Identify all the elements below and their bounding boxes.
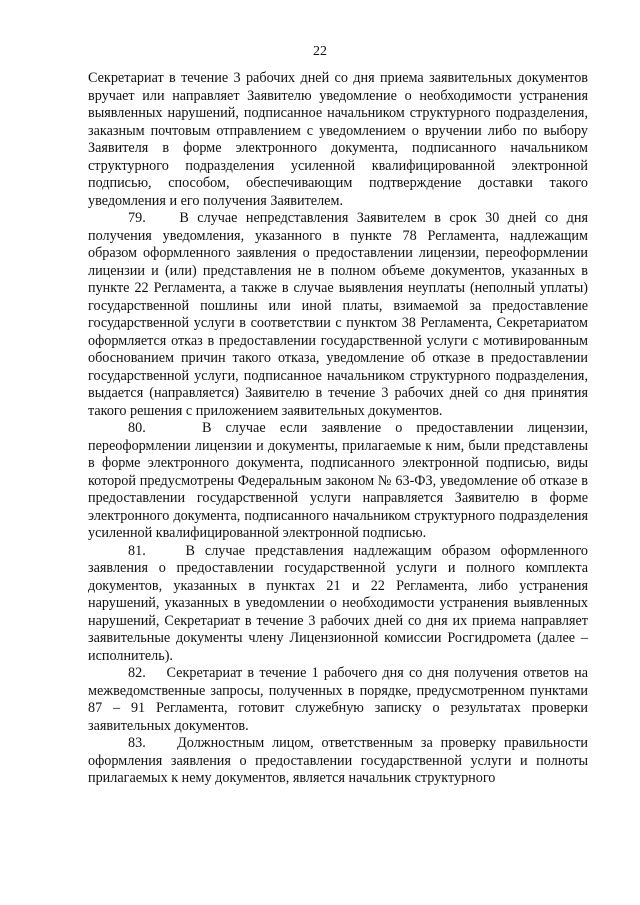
document-body (88, 70, 588, 788)
paragraph-79 (88, 210, 588, 420)
paragraph-continuation (88, 70, 588, 210)
paragraph-number: 82. (128, 665, 146, 681)
paragraph-80 (88, 420, 588, 543)
page-number: 22 (313, 44, 327, 59)
paragraph-text: В случае непредставления Заявителем в срок 30 дней со дня получения уведомления, указанного в пункте 78 Регламента, надлежащим образом оформленного заявления о предоставлении лицензии, переоформлении лицензии и (или) представления не в полном объеме документов, указанных в пункте 22 Регламента, а также в случае выявления неуплаты (неполный уплаты) государственной пошлины или иной платы, взимаемой за предоставление государственной услуги в соответствии с пунктом 38 Регламента, Секретариатом оформляется отказ в предоставлении государственной услуги с мотивированным обоснованием причин такого отказа, уведомление об отказе в предоставлении государственной услуги, подписанное начальником структурного подразделения, выдается (направляется) Заявителю в течение 3 рабочих дней со дня принятия такого решения с приложением заявительных документов. (88, 210, 589, 419)
paragraph-text: В случае представления надлежащим образом оформленного заявления о предоставлении государственной услуги и полного комплекта документов, указанных в пунктах 21 и 22 Регламента, либо устранения нарушений, указанных в уведомлении о необходимости устранения выявленных нарушений, Секретариат в течение 3 рабочих дней со дня их приема направляет заявительные документы члену Лицензионной комиссии Росгидромета (далее – исполнитель). (88, 542, 588, 664)
paragraph-83 (88, 735, 588, 788)
paragraph-number: 81. (128, 542, 146, 559)
paragraph-text: Секретариат в течение 1 рабочего дня со дня получения ответов на межведомственные запросы, полученных в порядке, предусмотренном пунктами 87 – 91 Регламента, готовит служебную записку о результатах проверки заявительных документов. (88, 665, 588, 734)
paragraph-number: 83. (128, 735, 146, 751)
paragraph-text: В случае если заявление о предоставлении лицензии, переоформлении лицензии и документы, прилагаемые к ним, были представлены в форме электронного документа, подписанного электронной подписью, виды которой предусмотрены Федеральным законом № 63-ФЗ, уведомление об отказе в предоставлении государственной услуги направляется Заявителю в форме электронного документа, подписанного начальником структурного подразделения усиленной квалифицированной электронной подписью. (88, 420, 588, 541)
paragraph-text: Секретариат в течение 3 рабочих дней со дня приема заявительных документов вручает или направляет Заявителю уведомление о необходимости устранения выявленных нарушений, подписанное начальником структурного подразделения, заказным почтовым отправлением с уведомлением о вручении либо по выбору Заявителя в форме электронного документа, подписанного начальником структурного подразделения усиленной квалифицированной электронной подписью, способом, обеспечивающим подтверждение доставки такого уведомления и его получения Заявителем. (88, 70, 588, 209)
paragraph-text: Должностным лицом, ответственным за проверку правильности оформления заявления о предоставлении государственной услуги и полноты прилагаемых к нему документов, является начальник структурного (88, 735, 588, 786)
paragraph-81 (88, 543, 588, 666)
paragraph-82 (88, 665, 588, 735)
paragraph-number: 79. (128, 210, 146, 226)
paragraph-number: 80. (128, 420, 146, 436)
